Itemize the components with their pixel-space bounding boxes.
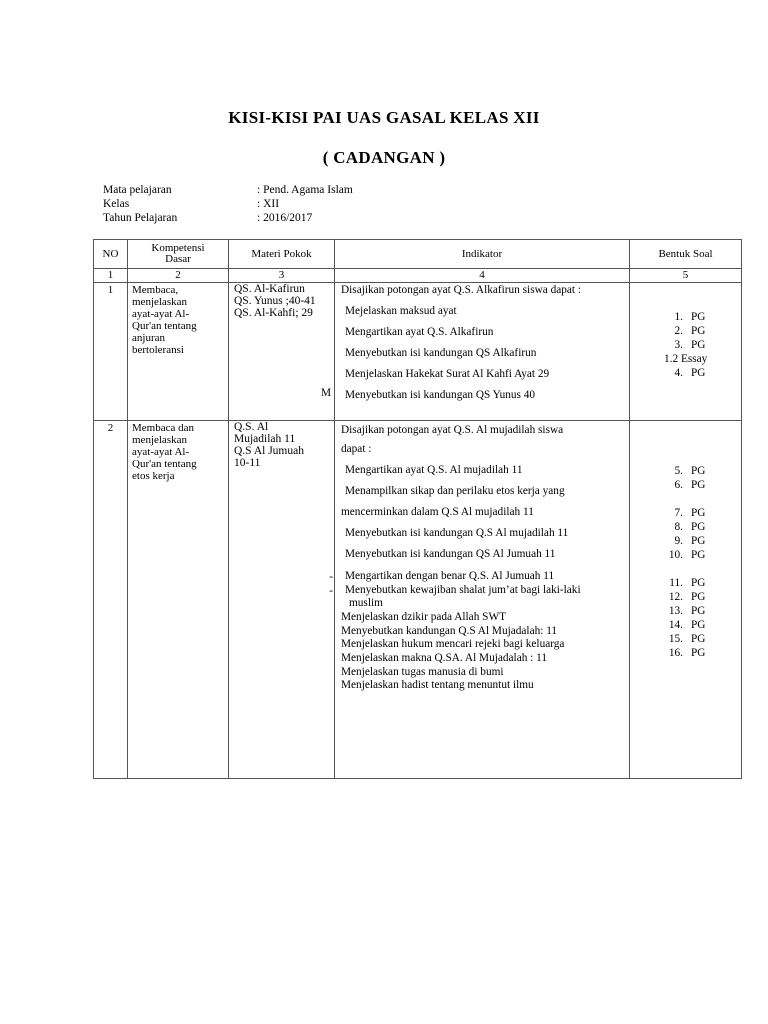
kisi-kisi-table: [93, 239, 742, 779]
kd-line: etos kerja: [132, 470, 175, 482]
bentuk-soal-item: 4. PG: [674, 367, 706, 379]
stray-mark: M: [320, 387, 331, 399]
indikator-line: Menyebutkan isi kandungan QS Al Jumuah 11: [345, 548, 556, 560]
column-number: 5: [630, 269, 742, 283]
kompetensi-dasar-cell: [128, 283, 229, 421]
header-bentuk-soal: Bentuk Soal: [630, 240, 742, 269]
indikator-line: dapat :: [341, 443, 372, 455]
indikator-cell: [335, 283, 630, 421]
kd-line: menjelaskan: [132, 434, 187, 446]
materi-line: Q.S Al Jumuah: [234, 445, 304, 457]
column-number: 1: [94, 269, 128, 283]
materi-line: QS. Yunus ;40-41: [234, 295, 316, 307]
indikator-line: Mengartikan ayat Q.S. Al mujadilah 11: [345, 464, 523, 476]
indikator-line: Menyebutkan isi kandungan QS Yunus 40: [345, 389, 536, 401]
header-materi-pokok: Materi Pokok: [229, 240, 335, 269]
bentuk-soal-item: 6. PG: [674, 479, 706, 491]
column-number-row: [94, 269, 742, 283]
materi-line: Q.S. Al: [234, 421, 269, 433]
bentuk-soal-item: 9. PG: [674, 535, 706, 547]
bentuk-soal-item: 13. PG: [668, 605, 706, 617]
header-kd-line: Kompetensi: [151, 242, 205, 254]
table-row: [94, 421, 742, 779]
bentuk-soal-cell: [630, 283, 742, 421]
indikator-line: Disajikan potongan ayat Q.S. Alkafirun siswa dapat :: [341, 284, 582, 296]
indikator-line: Menyebutkan kewajiban shalat jum’at bagi laki-laki: [345, 584, 581, 596]
materi-pokok-cell: [229, 421, 335, 779]
header-indikator: Indikator: [335, 240, 630, 269]
indikator-line: Menampilkan sikap dan perilaku etos kerja yang: [345, 485, 565, 497]
kd-line: anjuran: [132, 332, 165, 344]
bentuk-soal-item: 12. PG: [668, 591, 706, 603]
materi-line: Mujadilah 11: [234, 433, 296, 445]
kd-line: Membaca,: [132, 284, 179, 296]
indikator-line: Menjelaskan dzikir pada Allah SWT: [341, 611, 507, 623]
row-number: 1: [94, 283, 128, 421]
bentuk-soal-item: 3. PG: [674, 339, 706, 351]
bentuk-soal-item: 7. PG: [674, 507, 706, 519]
meta-label: Mata pelajaran: [103, 184, 172, 196]
header-no: NO: [94, 240, 128, 269]
kd-line: Qur'an tentang: [132, 458, 197, 470]
document-subtitle: ( CADANGAN ): [322, 148, 446, 167]
bentuk-soal-item: 11. PG: [669, 577, 706, 589]
table-row: [94, 283, 742, 421]
meta-value: : 2016/2017: [257, 212, 313, 224]
materi-line: 10-11: [234, 457, 261, 469]
indikator-line: Menjelaskan tugas manusia di bumi: [341, 666, 504, 678]
materi-pokok-cell: [229, 283, 335, 421]
indikator-line: muslim: [349, 597, 383, 609]
kompetensi-dasar-cell: [128, 421, 229, 779]
bentuk-soal-item: 2. PG: [674, 325, 706, 337]
column-number: 3: [229, 269, 335, 283]
meta-value: : Pend. Agama Islam: [257, 184, 353, 196]
indikator-line: mencerminkan dalam Q.S Al mujadilah 11: [341, 506, 534, 518]
kd-line: menjelaskan: [132, 296, 187, 308]
bentuk-soal-item: 8. PG: [674, 521, 706, 533]
indikator-line: Disajikan potongan ayat Q.S. Al mujadilah siswa: [341, 424, 564, 436]
indikator-line: Mejelaskan maksud ayat: [345, 305, 457, 317]
table-header-row: [94, 240, 742, 269]
meta-value: : XII: [257, 198, 280, 210]
bentuk-soal-cell: [630, 421, 742, 779]
kd-line: Qur'an tentang: [132, 320, 197, 332]
bentuk-soal-item: 14. PG: [668, 619, 706, 631]
meta-label: Tahun Pelajaran: [103, 212, 178, 224]
bentuk-soal-essay: 1.2 Essay: [664, 353, 708, 365]
kd-line: bertoleransi: [132, 344, 184, 356]
materi-line: QS. Al-Kafirun: [234, 283, 305, 295]
kd-line: ayat-ayat Al-: [132, 446, 190, 458]
indikator-line: Menjelaskan hadist tentang menuntut ilmu: [341, 679, 534, 691]
indikator-line: Mengartikan ayat Q.S. Alkafirun: [345, 326, 494, 338]
bentuk-soal-item: 1. PG: [674, 311, 706, 323]
indikator-line: Menyebutkan isi kandungan Q.S Al mujadilah 11: [345, 527, 569, 539]
bentuk-soal-item: 5. PG: [674, 465, 706, 477]
column-number: 4: [335, 269, 630, 283]
indikator-line: Menjelaskan Hakekat Surat Al Kahfi Ayat 29: [345, 368, 550, 380]
meta-label: Kelas: [103, 198, 130, 210]
row-number: 2: [94, 421, 128, 779]
indikator-cell: [335, 421, 630, 779]
bentuk-soal-item: 16. PG: [668, 647, 706, 659]
bentuk-soal-item: 15. PG: [668, 633, 706, 645]
dash-mark: -: [329, 585, 333, 597]
materi-line: QS. Al-Kahfi; 29: [234, 307, 313, 319]
bentuk-soal-item: 10. PG: [668, 549, 706, 561]
indikator-line: Menyebutkan isi kandungan QS Alkafirun: [345, 347, 537, 359]
indikator-line: Menjelaskan makna Q.SA. Al Mujadalah : 11: [341, 652, 548, 664]
kd-line: ayat-ayat Al-: [132, 308, 190, 320]
document-title: KISI-KISI PAI UAS GASAL KELAS XII: [228, 108, 540, 127]
header-kompetensi-dasar: [128, 240, 229, 269]
kd-line: Membaca dan: [132, 422, 194, 434]
indikator-line: Menjelaskan hukum mencari rejeki bagi keluarga: [341, 638, 565, 650]
header-kd-line: Dasar: [165, 253, 191, 265]
column-number: 2: [128, 269, 229, 283]
indikator-line: Menyebutkan kandungan Q.S Al Mujadalah: 11: [341, 625, 558, 637]
indikator-line: Mengartikan dengan benar Q.S. Al Jumuah 11: [345, 570, 555, 582]
dash-mark: -: [329, 571, 333, 583]
